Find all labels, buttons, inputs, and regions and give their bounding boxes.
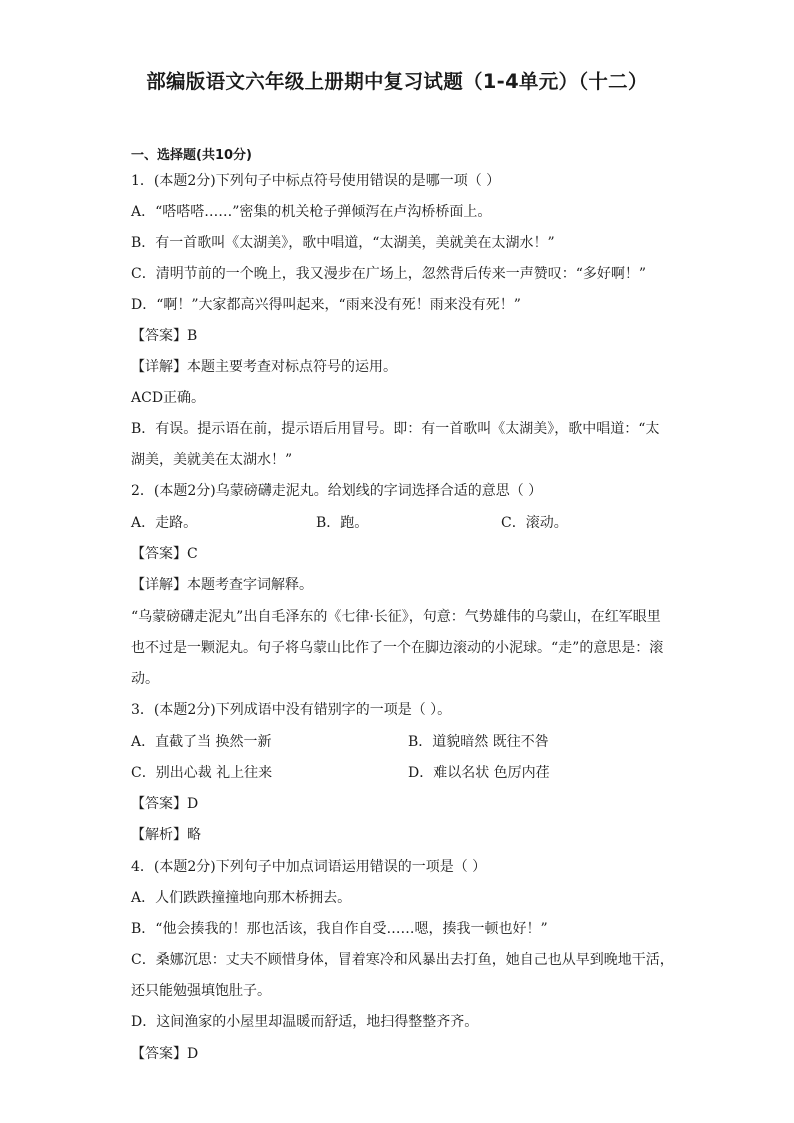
q2-explanation: 也不过是一颗泥丸。句子将乌蒙山比作了一个在脚边滚动的小泥球。“走”的意思是：滚 <box>131 640 664 656</box>
q3-explanation: 【解析】略 <box>131 827 201 843</box>
q1-explanation: B．有误。提示语在前，提示语后用冒号。即：有一首歌叫《太湖美》，歌中唱道：“太 <box>131 421 660 437</box>
q1-option-d: D．“啊！”大家都高兴得叫起来，“雨来没有死！雨来没有死！” <box>131 297 521 313</box>
q3-option-b: B．道貌暗然 既往不咎 <box>408 734 549 750</box>
q2-stem: 2．(本题2分)乌蒙磅礴走泥丸。给划线的字词选择合适的意思（ ） <box>131 483 543 499</box>
q3-stem: 3．(本题2分)下列成语中没有错别字的一项是（ ）。 <box>131 702 452 718</box>
q3-answer: 【答案】D <box>131 796 199 812</box>
q1-stem: 1．(本题2分)下列句子中标点符号使用错误的是哪一项（ ） <box>131 173 501 189</box>
q4-option-b: B．“他会揍我的！那也活该，我自作自受……嗯，揍我一顿也好！” <box>131 921 548 937</box>
q1-option-c: C．清明节前的一个晚上，我又漫步在广场上，忽然背后传来一声赞叹：“多好啊！” <box>131 266 647 282</box>
q4-option-a: A．人们跌跌撞撞地向那木桥拥去。 <box>131 890 352 906</box>
q2-explanation: 动。 <box>131 671 159 687</box>
q3-option-a: A．直截了当 换然一新 <box>131 734 272 750</box>
q2-explanation: “乌蒙磅礴走泥丸”出自毛泽东的《七律·长征》，句意：气势雄伟的乌蒙山，在红军眼里 <box>131 609 661 625</box>
q1-explanation: 【详解】本题主要考查对标点符号的运用。 <box>131 359 397 375</box>
q4-option-c-continued: 还只能勉强填饱肚子。 <box>131 983 271 999</box>
q1-explanation: ACD正确。 <box>131 390 206 406</box>
q1-option-a: A．“嗒嗒嗒……”密集的机关枪子弹倾泻在卢沟桥桥面上。 <box>131 204 492 220</box>
q3-option-c: C．别出心裁 礼上往来 <box>131 765 273 781</box>
q4-option-c: C．桑娜沉思：丈夫不顾惜身体，冒着寒冷和风暴出去打鱼，她自己也从早到晚地干活， <box>131 952 674 968</box>
q4-option-d: D．这间渔家的小屋里却温暖而舒适，地扫得整整齐齐。 <box>131 1014 479 1030</box>
q2-option-c: C．滚动。 <box>501 515 568 531</box>
page-title: 部编版语文六年级上册期中复习试题（1-4单元）（十二） <box>146 70 648 93</box>
q2-option-a: A．走路。 <box>131 515 198 531</box>
q2-explanation: 【详解】本题考查字词解释。 <box>131 577 313 593</box>
q3-option-d: D．难以名状 色厉内荏 <box>408 765 550 781</box>
q1-option-b: B．有一首歌叫《太湖美》，歌中唱道，“太湖美，美就美在太湖水！” <box>131 235 555 251</box>
q4-stem: 4．(本题2分)下列句子中加点词语运用错误的一项是（ ） <box>131 859 487 875</box>
section-heading: 一、选择题(共10分) <box>131 148 252 163</box>
q4-answer: 【答案】D <box>131 1046 199 1062</box>
q1-explanation: 湖美，美就美在太湖水！” <box>131 452 293 468</box>
q2-option-b: B．跑。 <box>316 515 369 531</box>
q1-answer: 【答案】B <box>131 328 198 344</box>
q2-answer: 【答案】C <box>131 546 198 562</box>
